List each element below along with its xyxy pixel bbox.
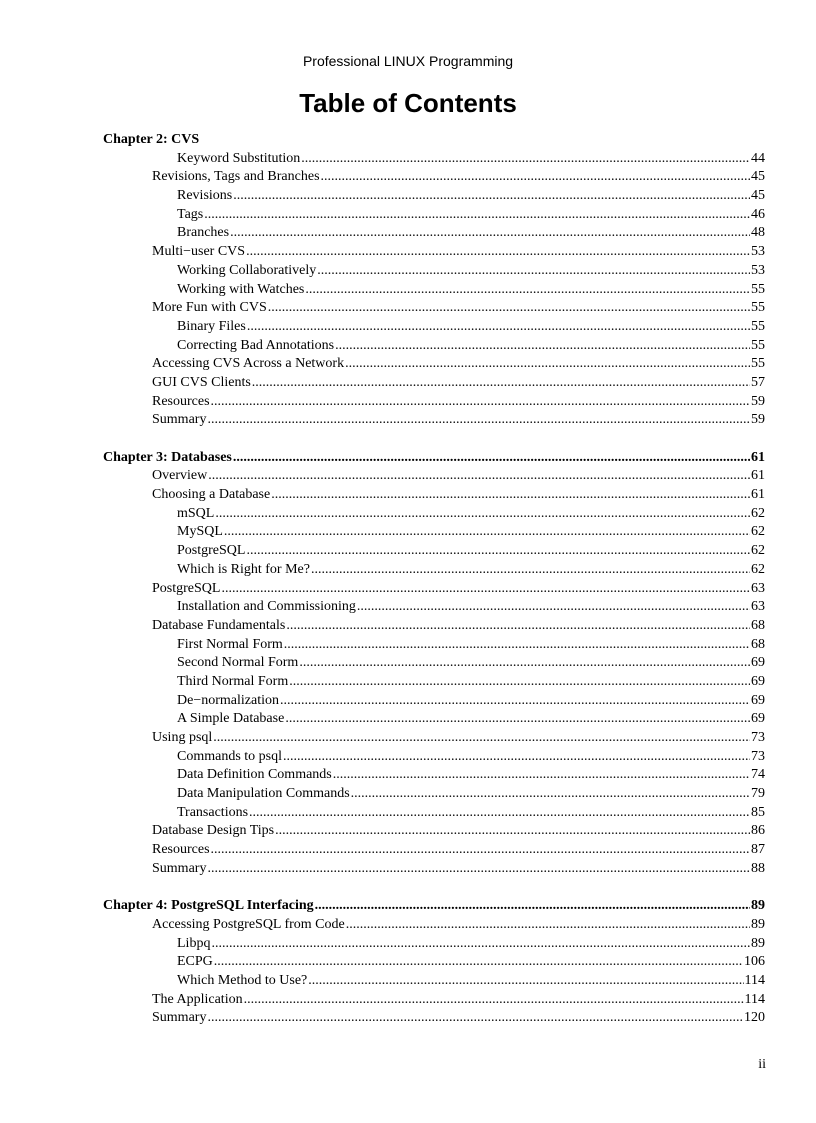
toc-entry[interactable] [103,953,765,972]
toc-entry-label: GUI CVS Clients [152,374,251,390]
dot-leader [247,318,750,337]
toc-entry-label: De−normalization [177,692,279,708]
toc-entry-label: Third Normal Form [177,673,289,689]
toc-entry[interactable] [103,224,765,243]
toc-entry-page: 62 [751,524,765,540]
toc-entry[interactable] [103,822,765,841]
toc-entry-page: 114 [744,991,765,1007]
toc-entry[interactable] [103,262,765,281]
toc-entry-page: 73 [751,730,765,745]
toc-entry-page: 45 [751,188,765,204]
dot-leader [271,486,750,505]
toc-entry[interactable] [103,393,765,412]
toc-entry-label: Overview [152,468,208,484]
toc-entry-label: Branches [177,225,230,241]
dot-leader [233,187,750,206]
section-spacer [103,430,765,449]
chapter-title: Chapter 2: CVS [103,132,200,147]
toc-entry-label: Accessing CVS Across a Network [152,356,345,372]
dot-leader [211,935,750,954]
dot-leader [244,991,744,1010]
toc-entry-label: More Fun with CVS [152,300,267,316]
chapter-heading[interactable] [103,449,765,468]
toc-entry[interactable] [103,766,765,785]
dot-leader [299,654,750,673]
toc-entry-label: A Simple Database [177,711,285,727]
toc-entry-label: Choosing a Database [152,487,271,503]
dot-leader [233,449,750,468]
page-title: Table of Contents [299,88,517,118]
toc-entry-page: 87 [751,842,765,858]
chapter-page: 89 [751,898,765,914]
dot-leader [280,692,750,711]
toc-entry-label: PostgreSQL [152,580,221,596]
toc-entry[interactable] [103,673,765,692]
dot-leader [214,953,743,972]
dot-leader [335,337,750,356]
dot-leader [346,916,750,935]
toc-entry[interactable] [103,580,765,599]
toc-entry-page: 79 [751,786,765,802]
toc-entry-page: 48 [751,225,765,241]
toc-entry-label: Data Definition Commands [177,767,332,783]
toc-entry-page: 46 [751,206,765,222]
toc-entry-page: 69 [751,692,765,708]
toc-entry-label: Installation and Commissioning [177,599,356,615]
toc-entry[interactable] [103,523,765,542]
toc-entry-page: 61 [751,468,765,484]
toc-entry[interactable] [103,748,765,767]
dot-leader [207,1009,743,1028]
toc-entry[interactable] [103,318,765,337]
toc-entry[interactable] [103,598,765,617]
dot-leader [211,841,750,860]
toc-entry-label: Database Fundamentals [152,617,286,633]
toc-entry[interactable] [103,916,765,935]
toc-entry-page: 62 [751,543,765,559]
toc-entry-page: 62 [751,561,765,577]
dot-leader [315,897,750,916]
toc-entry-label: Accessing PostgreSQL from Code [152,916,345,932]
toc-entry-page: 73 [751,748,765,764]
toc-entry-page: 68 [751,617,765,633]
toc-entry[interactable] [103,636,765,655]
toc-entry-page: 89 [751,935,765,951]
toc-entry-page: 63 [751,599,765,615]
dot-leader [207,860,750,879]
dot-leader [321,168,750,187]
toc-entry-label: Summary [152,1010,207,1026]
toc-entry-page: 55 [751,356,765,372]
toc-entry-label: Data Manipulation Commands [177,786,350,802]
toc-entry-label: Using psql [152,730,213,745]
dot-leader [285,710,750,729]
toc-entry[interactable] [103,374,765,393]
dot-leader [215,505,750,524]
toc-entry[interactable] [103,299,765,318]
toc-entry[interactable] [103,654,765,673]
dot-leader [286,617,750,636]
toc-entry[interactable] [103,1009,765,1028]
dot-leader [246,542,750,561]
toc-entry-page: 63 [751,580,765,596]
toc-entry-page: 114 [744,972,765,988]
toc-entry-label: ECPG [177,954,213,970]
dot-leader [224,523,750,542]
dot-leader [345,355,750,374]
toc-entry-label: Binary Files [177,318,246,334]
toc-entry[interactable] [103,486,765,505]
page-number: ii [758,1057,766,1072]
toc-entry-page: 74 [751,767,765,783]
toc-entry[interactable] [103,243,765,262]
toc-entry-page: 68 [751,636,765,652]
toc-entry-page: 57 [751,374,765,390]
toc-entry-label: The Application [152,991,243,1007]
dot-leader [208,467,750,486]
toc-entry-label: Second Normal Form [177,655,299,671]
dot-leader [246,243,750,262]
toc-entry-page: 59 [751,412,765,428]
toc-entry[interactable] [103,150,765,169]
toc-entry[interactable] [103,206,765,225]
toc-entry-page: 45 [751,169,765,185]
toc-entry-page: 88 [751,860,765,876]
toc-entry-label: Database Design Tips [152,823,275,839]
toc-entry[interactable] [103,729,765,748]
toc-entry[interactable] [103,168,765,187]
toc-entry-page: 69 [751,655,765,671]
toc-entry[interactable] [103,187,765,206]
toc-entry-label: Resources [152,842,210,858]
toc-entry-page: 120 [744,1010,765,1026]
toc-entry-label: mSQL [177,505,215,521]
dot-leader [213,729,750,748]
toc-entry[interactable] [103,935,765,954]
dot-leader [357,598,750,617]
toc-entry[interactable] [103,617,765,636]
dot-leader [211,393,750,412]
toc-entry-page: 69 [751,711,765,727]
toc-entry-page: 86 [751,823,765,839]
toc-entry-label: Which is Right for Me? [177,561,310,577]
chapter-title: Chapter 3: Databases [103,449,232,465]
toc-entry[interactable] [103,991,765,1010]
dot-leader [284,636,750,655]
toc-entry[interactable] [103,692,765,711]
toc-entry-label: Revisions [177,188,233,204]
toc-entry[interactable] [103,710,765,729]
toc-entry-label: MySQL [177,524,223,540]
dot-leader [221,580,750,599]
toc-entry-page: 62 [751,505,765,521]
toc-entry-page: 106 [744,954,765,970]
toc-entry-page: 55 [751,318,765,334]
toc-entry[interactable] [103,355,765,374]
toc-entry-label: Resources [152,393,210,409]
dot-leader [204,206,750,225]
toc-entry[interactable] [103,467,765,486]
toc-entry-label: Which Method to Use? [177,972,308,988]
chapter-heading[interactable] [103,131,765,150]
toc-entry-page: 61 [751,487,765,503]
toc-entry-label: Correcting Bad Annotations [177,337,335,353]
toc-entry-page: 44 [751,150,765,166]
dot-leader [275,822,750,841]
dot-leader [249,804,750,823]
toc-entry-page: 53 [751,244,765,260]
toc-entry-label: Summary [152,860,207,876]
toc-entry[interactable] [103,561,765,580]
dot-leader [301,150,750,169]
toc-entry[interactable] [103,860,765,879]
toc-entry-label: First Normal Form [177,636,283,652]
toc-entry[interactable] [103,505,765,524]
toc-entry-label: Libpq [177,935,211,951]
toc-entry-page: 85 [751,804,765,820]
toc-entry-page: 69 [751,673,765,689]
toc-entry-label: PostgreSQL [177,543,246,559]
dot-leader [308,972,743,991]
toc-entry-label: Tags [177,206,204,222]
section-spacer [103,879,765,898]
dot-leader [333,766,750,785]
dot-leader [351,785,750,804]
chapter-page: 61 [751,449,765,465]
dot-leader [289,673,750,692]
toc-entry-page: 55 [751,281,765,297]
toc-entry-label: Transactions [177,804,249,820]
toc-entry[interactable] [103,542,765,561]
running-header: Professional LINUX Programming [302,53,514,69]
dot-leader [305,281,750,300]
toc-entry[interactable] [103,411,765,430]
toc-entry-label: Revisions, Tags and Branches [152,169,320,185]
dot-leader [317,262,750,281]
toc-entry[interactable] [103,785,765,804]
dot-leader [207,411,750,430]
toc-entry-label: Summary [152,412,207,428]
toc-entry-label: Working with Watches [177,281,305,297]
toc-entry-label: Working Collaboratively [177,262,317,278]
toc-entry[interactable] [103,972,765,991]
table-of-contents [103,131,765,1028]
dot-leader [283,748,750,767]
dot-leader [230,224,750,243]
toc-entry-page: 53 [751,262,765,278]
toc-entry[interactable] [103,337,765,356]
chapter-heading[interactable] [103,897,765,916]
toc-entry[interactable] [103,841,765,860]
toc-entry-label: Commands to psql [177,748,283,764]
toc-entry-page: 55 [751,300,765,316]
toc-entry-page: 59 [751,393,765,409]
chapter-title: Chapter 4: PostgreSQL Interfacing [103,898,314,914]
toc-entry-label: Keyword Substitution [177,150,301,166]
toc-entry[interactable] [103,804,765,823]
dot-leader [252,374,750,393]
toc-entry[interactable] [103,281,765,300]
dot-leader [311,561,750,580]
toc-entry-page: 55 [751,337,765,353]
toc-entry-page: 89 [751,916,765,932]
toc-entry-label: Multi−user CVS [152,244,246,260]
dot-leader [268,299,750,318]
